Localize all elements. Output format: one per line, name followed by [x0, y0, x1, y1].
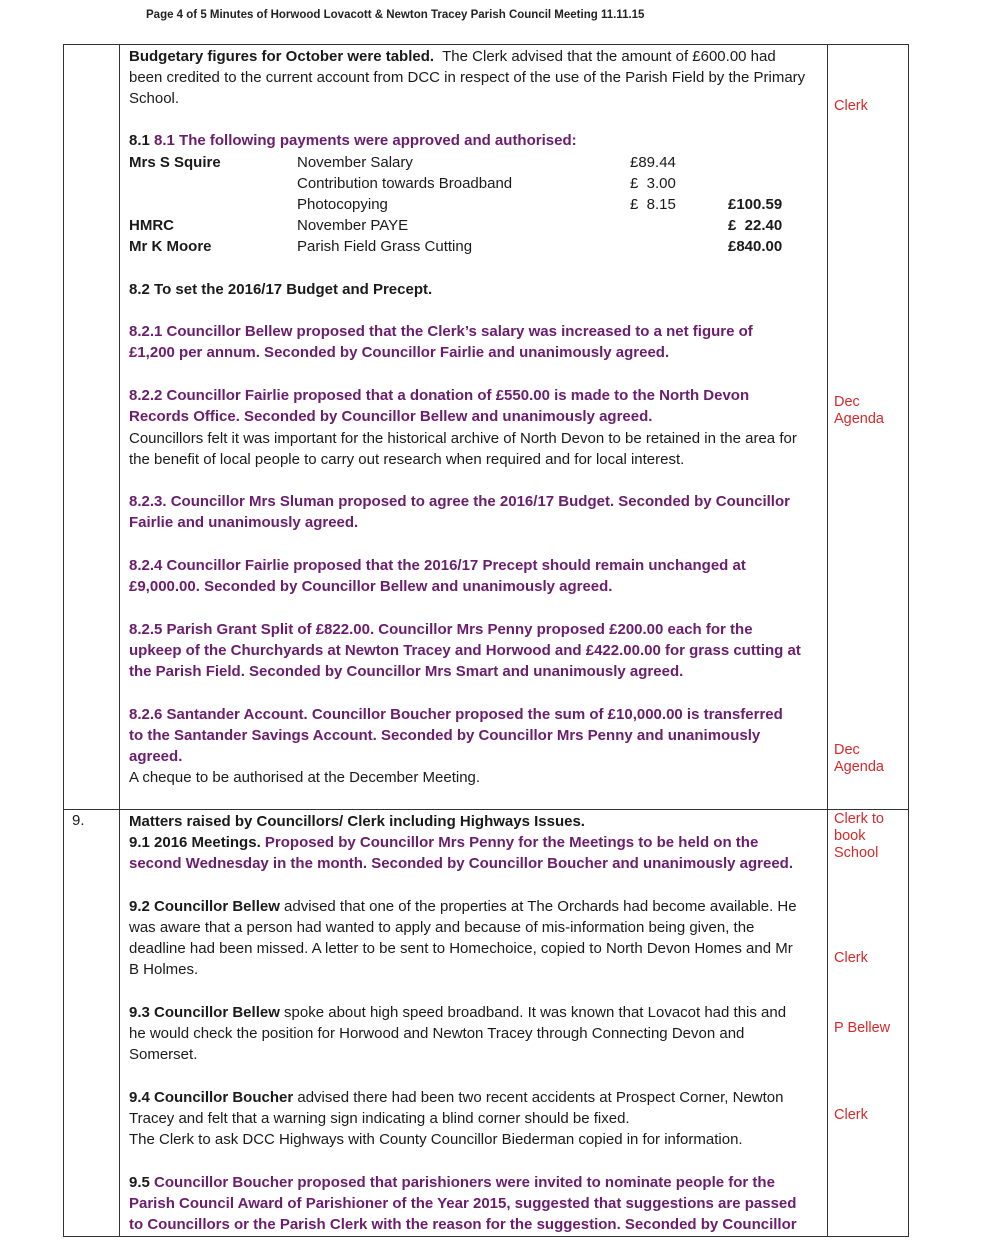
item-92-text: advised that one of the properties at The Orchards had become available. He	[284, 898, 797, 915]
item-824-line: £9,000.00. Seconded by Councillor Bellew and unanimously agreed.	[129, 578, 613, 595]
intro-line-1	[129, 46, 776, 67]
payee: HMRC	[129, 217, 174, 234]
item-93-line: Somerset.	[129, 1046, 198, 1063]
payment-amount: £ 3.00	[630, 175, 676, 192]
budget-heading: 8.2 To set the 2016/17 Budget and Precept.	[129, 281, 433, 298]
payment-item: Photocopying	[297, 196, 388, 213]
payment-total: £840.00	[728, 238, 783, 255]
intro-bold: Budgetary figures for October were tabled.	[129, 48, 435, 65]
intro-rest: The Clerk advised that the amount of £600.00 had	[442, 48, 776, 65]
item-824-line: 8.2.4 Councillor Fairlie proposed that the 2016/17 Precept should remain unchanged at	[129, 557, 746, 574]
action-book: book	[834, 828, 866, 844]
item-94-line: Tracey and felt that a warning sign indicating a blind corner should be fixed.	[129, 1110, 630, 1127]
item-823-line: Fairlie and unanimously agreed.	[129, 514, 359, 531]
item-91-line: second Wednesday in the month. Seconded by Councillor Boucher and unanimously agreed.	[129, 855, 793, 872]
item-93-lead: 9.3 Councillor Bellew	[129, 1004, 280, 1021]
action-school: School	[834, 845, 879, 861]
item-821-line: £1,200 per annum. Seconded by Councillor Fairlie and unanimously agreed.	[129, 344, 670, 361]
item-95-line: to Councillors or the Parish Clerk with the reason for the suggestion. Seconded by Councillor	[129, 1216, 797, 1233]
item-95-line: Parish Council Award of Parishioner of the Year 2015, suggested that suggestions are passed	[129, 1195, 797, 1212]
item-822-line: 8.2.2 Councillor Fairlie proposed that a donation of £550.00 is made to the North Devon	[129, 387, 750, 404]
item-91-lead: 9.1 2016 Meetings.	[129, 834, 261, 851]
item-94-lead: 9.4 Councillor Boucher	[129, 1089, 294, 1106]
item-823-line: 8.2.3. Councillor Mrs Sluman proposed to agree the 2016/17 Budget. Seconded by Councillor	[129, 493, 790, 510]
item-822-note: Councillors felt it was important for the historical archive of North Devon to be retained in the area for	[129, 430, 797, 447]
item-826-line: agreed.	[129, 748, 183, 765]
action-clerk: Clerk	[834, 950, 868, 966]
page-header: Page 4 of 5 Minutes of Horwood Lovacott & Newton Tracey Parish Council Meeting 11.11.15	[146, 9, 645, 21]
action-clerk: Clerk	[834, 1107, 868, 1123]
item-95-text: Councillor Boucher proposed that parishioners were invited to nominate people for the	[154, 1174, 775, 1191]
item-93-text: spoke about high speed broadband. It was known that Lovacot had this and	[284, 1004, 787, 1021]
item-92-line: B Holmes.	[129, 961, 199, 978]
item-93-line: he would check the position for Horwood and Newton Tracey through Connecting Devon and	[129, 1025, 745, 1042]
payment-item: Contribution towards Broadband	[297, 175, 513, 192]
item-825-line: 8.2.5 Parish Grant Split of £822.00. Councillor Mrs Penny proposed £200.00 each for the	[129, 621, 753, 638]
payment-total: £100.59	[728, 196, 783, 213]
payment-amount: £89.44	[630, 154, 676, 171]
payment-item: November Salary	[297, 154, 413, 171]
action-agenda: Agenda	[834, 759, 884, 775]
row-divider	[64, 809, 908, 810]
item-95-lead: 9.5	[129, 1174, 150, 1191]
item-822-note: the benefit of local people to carry out research when required and for local interest.	[129, 451, 685, 468]
payment-item: November PAYE	[297, 217, 409, 234]
item-91-text: Proposed by Councillor Mrs Penny for the Meetings to be held on the	[264, 834, 759, 851]
item-92-line	[129, 896, 797, 917]
intro-line-2: been credited to the current account from DCC in respect of the use of the Parish Field by the Primary	[129, 69, 806, 86]
column-divider	[827, 45, 828, 1236]
item-825-line: the Parish Field. Seconded by Councillor Mrs Smart and unanimously agreed.	[129, 663, 684, 680]
payment-total: £ 22.40	[728, 217, 783, 234]
item-822-line: Records Office. Seconded by Councillor Bellew and unanimously agreed.	[129, 408, 653, 425]
item-826-note: A cheque to be authorised at the December Meeting.	[129, 769, 481, 786]
action-dec: Dec	[834, 394, 860, 410]
intro-line-3: School.	[129, 90, 180, 107]
item-95-line	[129, 1172, 775, 1193]
item-821-line: 8.2.1 Councillor Bellew proposed that the Clerk’s salary was increased to a net figure of	[129, 323, 753, 340]
item-826-line: 8.2.6 Santander Account. Councillor Boucher proposed the sum of £10,000.00 is transferred	[129, 706, 783, 723]
item-826-line: to the Santander Savings Account. Seconded by Councillor Mrs Penny and unanimously	[129, 727, 761, 744]
payee: Mr K Moore	[129, 238, 212, 255]
payments-heading: 8.1 8.1 The following payments were approved and authorised:	[129, 132, 577, 149]
item-94-text: advised there had been two recent accidents at Prospect Corner, Newton	[297, 1089, 784, 1106]
action-dec: Dec	[834, 742, 860, 758]
payments-heading-text: 8.1 The following payments were approved and authorised:	[154, 132, 577, 149]
action-clerk-to: Clerk to	[834, 811, 884, 827]
section9-heading: Matters raised by Councillors/ Clerk including Highways Issues.	[129, 813, 585, 830]
item-92-line: deadline had been missed. A letter to be sent to Homechoice, copied to North Devon Homes and Mr	[129, 940, 793, 957]
item-92-lead: 9.2 Councillor Bellew	[129, 898, 280, 915]
action-agenda: Agenda	[834, 411, 884, 427]
item-93-line	[129, 1002, 786, 1023]
section-number: 9.	[72, 812, 85, 829]
item-91-line	[129, 832, 758, 853]
action-p-bellew: P Bellew	[834, 1020, 891, 1036]
payee: Mrs S Squire	[129, 154, 221, 171]
item-92-line: was aware that a person had wanted to apply and because of mis-information being given, the	[129, 919, 755, 936]
column-divider	[119, 45, 120, 1236]
payment-item: Parish Field Grass Cutting	[297, 238, 473, 255]
action-clerk: Clerk	[834, 98, 868, 114]
payment-amount: £ 8.15	[630, 196, 676, 213]
item-825-line: upkeep of the Churchyards at Newton Tracey and Horwood and £422.00.00 for grass cutting at	[129, 642, 801, 659]
item-94-line	[129, 1087, 784, 1108]
item-94-line: The Clerk to ask DCC Highways with County Councillor Biederman copied in for information.	[129, 1131, 743, 1148]
